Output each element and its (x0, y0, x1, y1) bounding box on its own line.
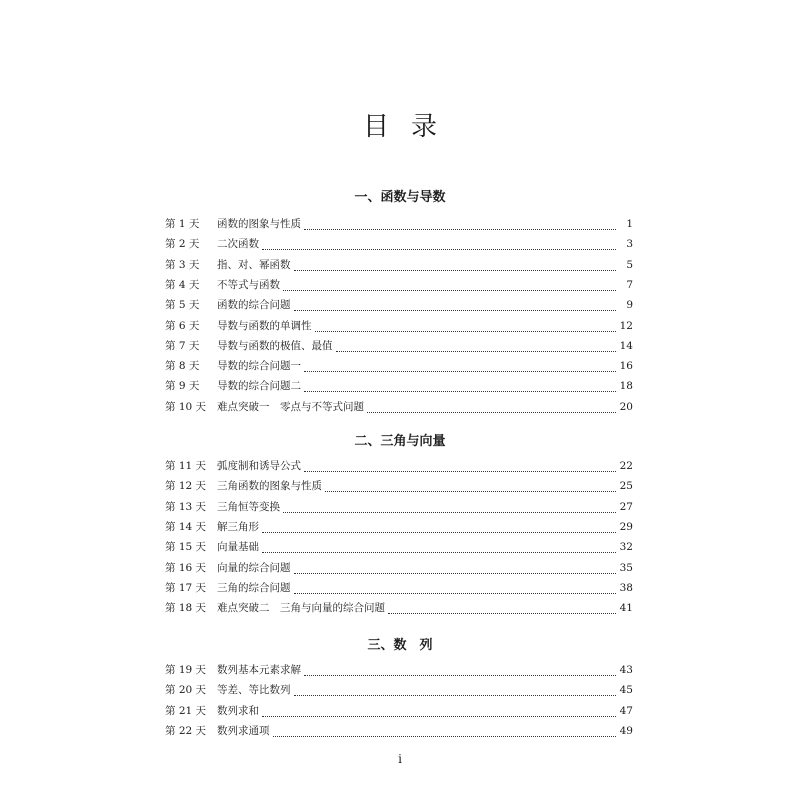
toc-entry[interactable] (165, 703, 633, 719)
toc-entry-page: 27 (619, 500, 633, 513)
toc-entry-page: 25 (619, 480, 633, 493)
toc-entry-topic: 难点突破一 零点与不等式问题 (217, 400, 364, 413)
toc-entry-page: 7 (626, 278, 633, 291)
toc-entry-page: 32 (619, 541, 633, 554)
toc-entry-page: 41 (619, 602, 633, 615)
page-number: i (398, 752, 402, 766)
toc-entry-day: 第 3 天 (165, 258, 200, 271)
toc-entry-topic: 数列基本元素求解 (217, 664, 301, 676)
toc-entry-day: 第 5 天 (165, 299, 200, 312)
toc-entry-page: 3 (626, 238, 633, 251)
toc-entry-day: 第 13 天 (165, 500, 207, 513)
toc-entry-page: 16 (619, 360, 633, 373)
toc-entry-day: 第 15 天 (165, 541, 207, 554)
toc-entry-day: 第 8 天 (165, 360, 200, 373)
toc-entry-day: 第 12 天 (165, 480, 207, 493)
section-heading: 二、三角与向量 (354, 434, 446, 449)
page-title (0, 106, 800, 143)
toc-entry-topic: 三角恒等变换 (217, 500, 280, 513)
toc-entry-page: 9 (626, 299, 633, 312)
toc-entry[interactable] (165, 257, 633, 273)
toc-entry[interactable] (165, 580, 633, 596)
toc-entry-day: 第 18 天 (165, 602, 207, 615)
toc-entry-topic: 难点突破二 三角与向量的综合问题 (217, 602, 385, 615)
toc-entry-topic: 导数与函数的极值、最值 (217, 339, 333, 352)
toc-entry[interactable] (165, 216, 633, 232)
toc-entry[interactable] (165, 277, 633, 293)
toc-entry[interactable] (165, 499, 633, 515)
toc-entry-day: 第 19 天 (165, 664, 207, 676)
toc-entry-topic: 不等式与函数 (217, 278, 280, 291)
toc-entry-topic: 二次函数 (217, 238, 259, 251)
section-heading: 一、函数与导数 (354, 190, 446, 205)
toc-entry-topic: 数列求和 (217, 704, 259, 717)
toc-entry[interactable] (165, 478, 633, 494)
dot-leader (262, 521, 616, 533)
toc-entry-topic: 数列求通项 (217, 724, 270, 737)
toc-entry-day: 第 1 天 (165, 218, 200, 230)
toc-entry[interactable] (165, 560, 633, 576)
toc-entry[interactable] (165, 662, 633, 678)
toc-entry-page: 20 (619, 400, 633, 413)
toc-entry-page: 12 (619, 319, 633, 332)
toc-entry-day: 第 11 天 (165, 460, 207, 472)
page-title-char: 录 (411, 112, 438, 142)
toc-entry-day: 第 6 天 (165, 319, 200, 332)
toc-entry-page: 5 (626, 258, 633, 271)
toc-entry[interactable] (165, 519, 633, 535)
toc-entry-topic: 解三角形 (217, 520, 259, 533)
dot-leader (304, 460, 616, 472)
page-title-char: 目 (362, 112, 389, 142)
dot-leader (262, 705, 616, 717)
toc-entry-day: 第 7 天 (165, 339, 200, 352)
dot-leader (304, 380, 616, 392)
toc-entry[interactable] (165, 236, 633, 252)
dot-leader (304, 360, 616, 372)
dot-leader (304, 218, 616, 230)
toc-entry-day: 第 10 天 (165, 400, 207, 413)
toc-entry-page: 45 (619, 684, 633, 697)
dot-leader (283, 501, 616, 513)
toc-entry-page: 22 (619, 460, 633, 472)
toc-entry-topic: 导数的综合问题二 (217, 380, 301, 393)
toc-entry[interactable] (165, 682, 633, 698)
toc-entry-page: 14 (619, 339, 633, 352)
dot-leader (294, 259, 617, 271)
toc-entry-topic: 等差、等比数列 (217, 684, 291, 697)
toc-entry-day: 第 21 天 (165, 704, 207, 717)
dot-leader (315, 320, 617, 332)
toc-entry[interactable] (165, 600, 633, 616)
toc-entry[interactable] (165, 297, 633, 313)
dot-leader (304, 664, 616, 676)
toc-entry[interactable] (165, 399, 633, 415)
dot-leader (262, 238, 616, 250)
toc-entry-topic: 弧度制和诱导公式 (217, 460, 301, 472)
toc-entry-page: 38 (619, 581, 633, 594)
dot-leader (262, 541, 616, 553)
dot-leader (336, 340, 617, 352)
toc-entry-day: 第 9 天 (165, 380, 200, 393)
section-heading: 三、数 列 (367, 638, 433, 653)
dot-leader (283, 279, 616, 291)
toc-entry-day: 第 22 天 (165, 724, 207, 737)
dot-leader (388, 602, 616, 614)
toc-entry[interactable] (165, 338, 633, 354)
dot-leader (294, 684, 617, 696)
toc-entry-day: 第 4 天 (165, 278, 200, 291)
dot-leader (325, 480, 616, 492)
toc-entry-topic: 向量基础 (217, 541, 259, 554)
toc-entry-day: 第 17 天 (165, 581, 207, 594)
toc-entry-topic: 向量的综合问题 (217, 561, 291, 574)
toc-entry[interactable] (165, 318, 633, 334)
dot-leader (273, 725, 617, 737)
toc-entry-page: 35 (619, 561, 633, 574)
toc-entry-page: 29 (619, 520, 633, 533)
toc-entry-topic: 导数的综合问题一 (217, 360, 301, 373)
toc-entry-topic: 导数与函数的单调性 (217, 319, 312, 332)
toc-entry[interactable] (165, 458, 633, 474)
toc-entry-day: 第 2 天 (165, 238, 200, 251)
dot-leader (294, 582, 617, 594)
toc-entry-page: 43 (619, 664, 633, 676)
toc-entry-page: 49 (619, 724, 633, 737)
dot-leader (367, 401, 616, 413)
toc-entry[interactable] (165, 723, 633, 739)
toc-entry-topic: 函数的图象与性质 (217, 218, 301, 230)
dot-leader (294, 562, 617, 574)
toc-entry-topic: 函数的综合问题 (217, 299, 291, 312)
toc-entry-topic: 指、对、幂函数 (217, 258, 291, 271)
toc-entry-topic: 三角函数的图象与性质 (217, 480, 322, 493)
toc-entry[interactable] (165, 358, 633, 374)
toc-entry-day: 第 20 天 (165, 684, 207, 697)
dot-leader (294, 299, 617, 311)
toc-entry[interactable] (165, 539, 633, 555)
toc-entry-page: 1 (626, 218, 633, 230)
toc-entry-page: 47 (619, 704, 633, 717)
toc-entry-topic: 三角的综合问题 (217, 581, 291, 594)
toc-entry-day: 第 14 天 (165, 520, 207, 533)
toc-entry-day: 第 16 天 (165, 561, 207, 574)
toc-entry[interactable] (165, 378, 633, 394)
toc-entry-page: 18 (619, 380, 633, 393)
